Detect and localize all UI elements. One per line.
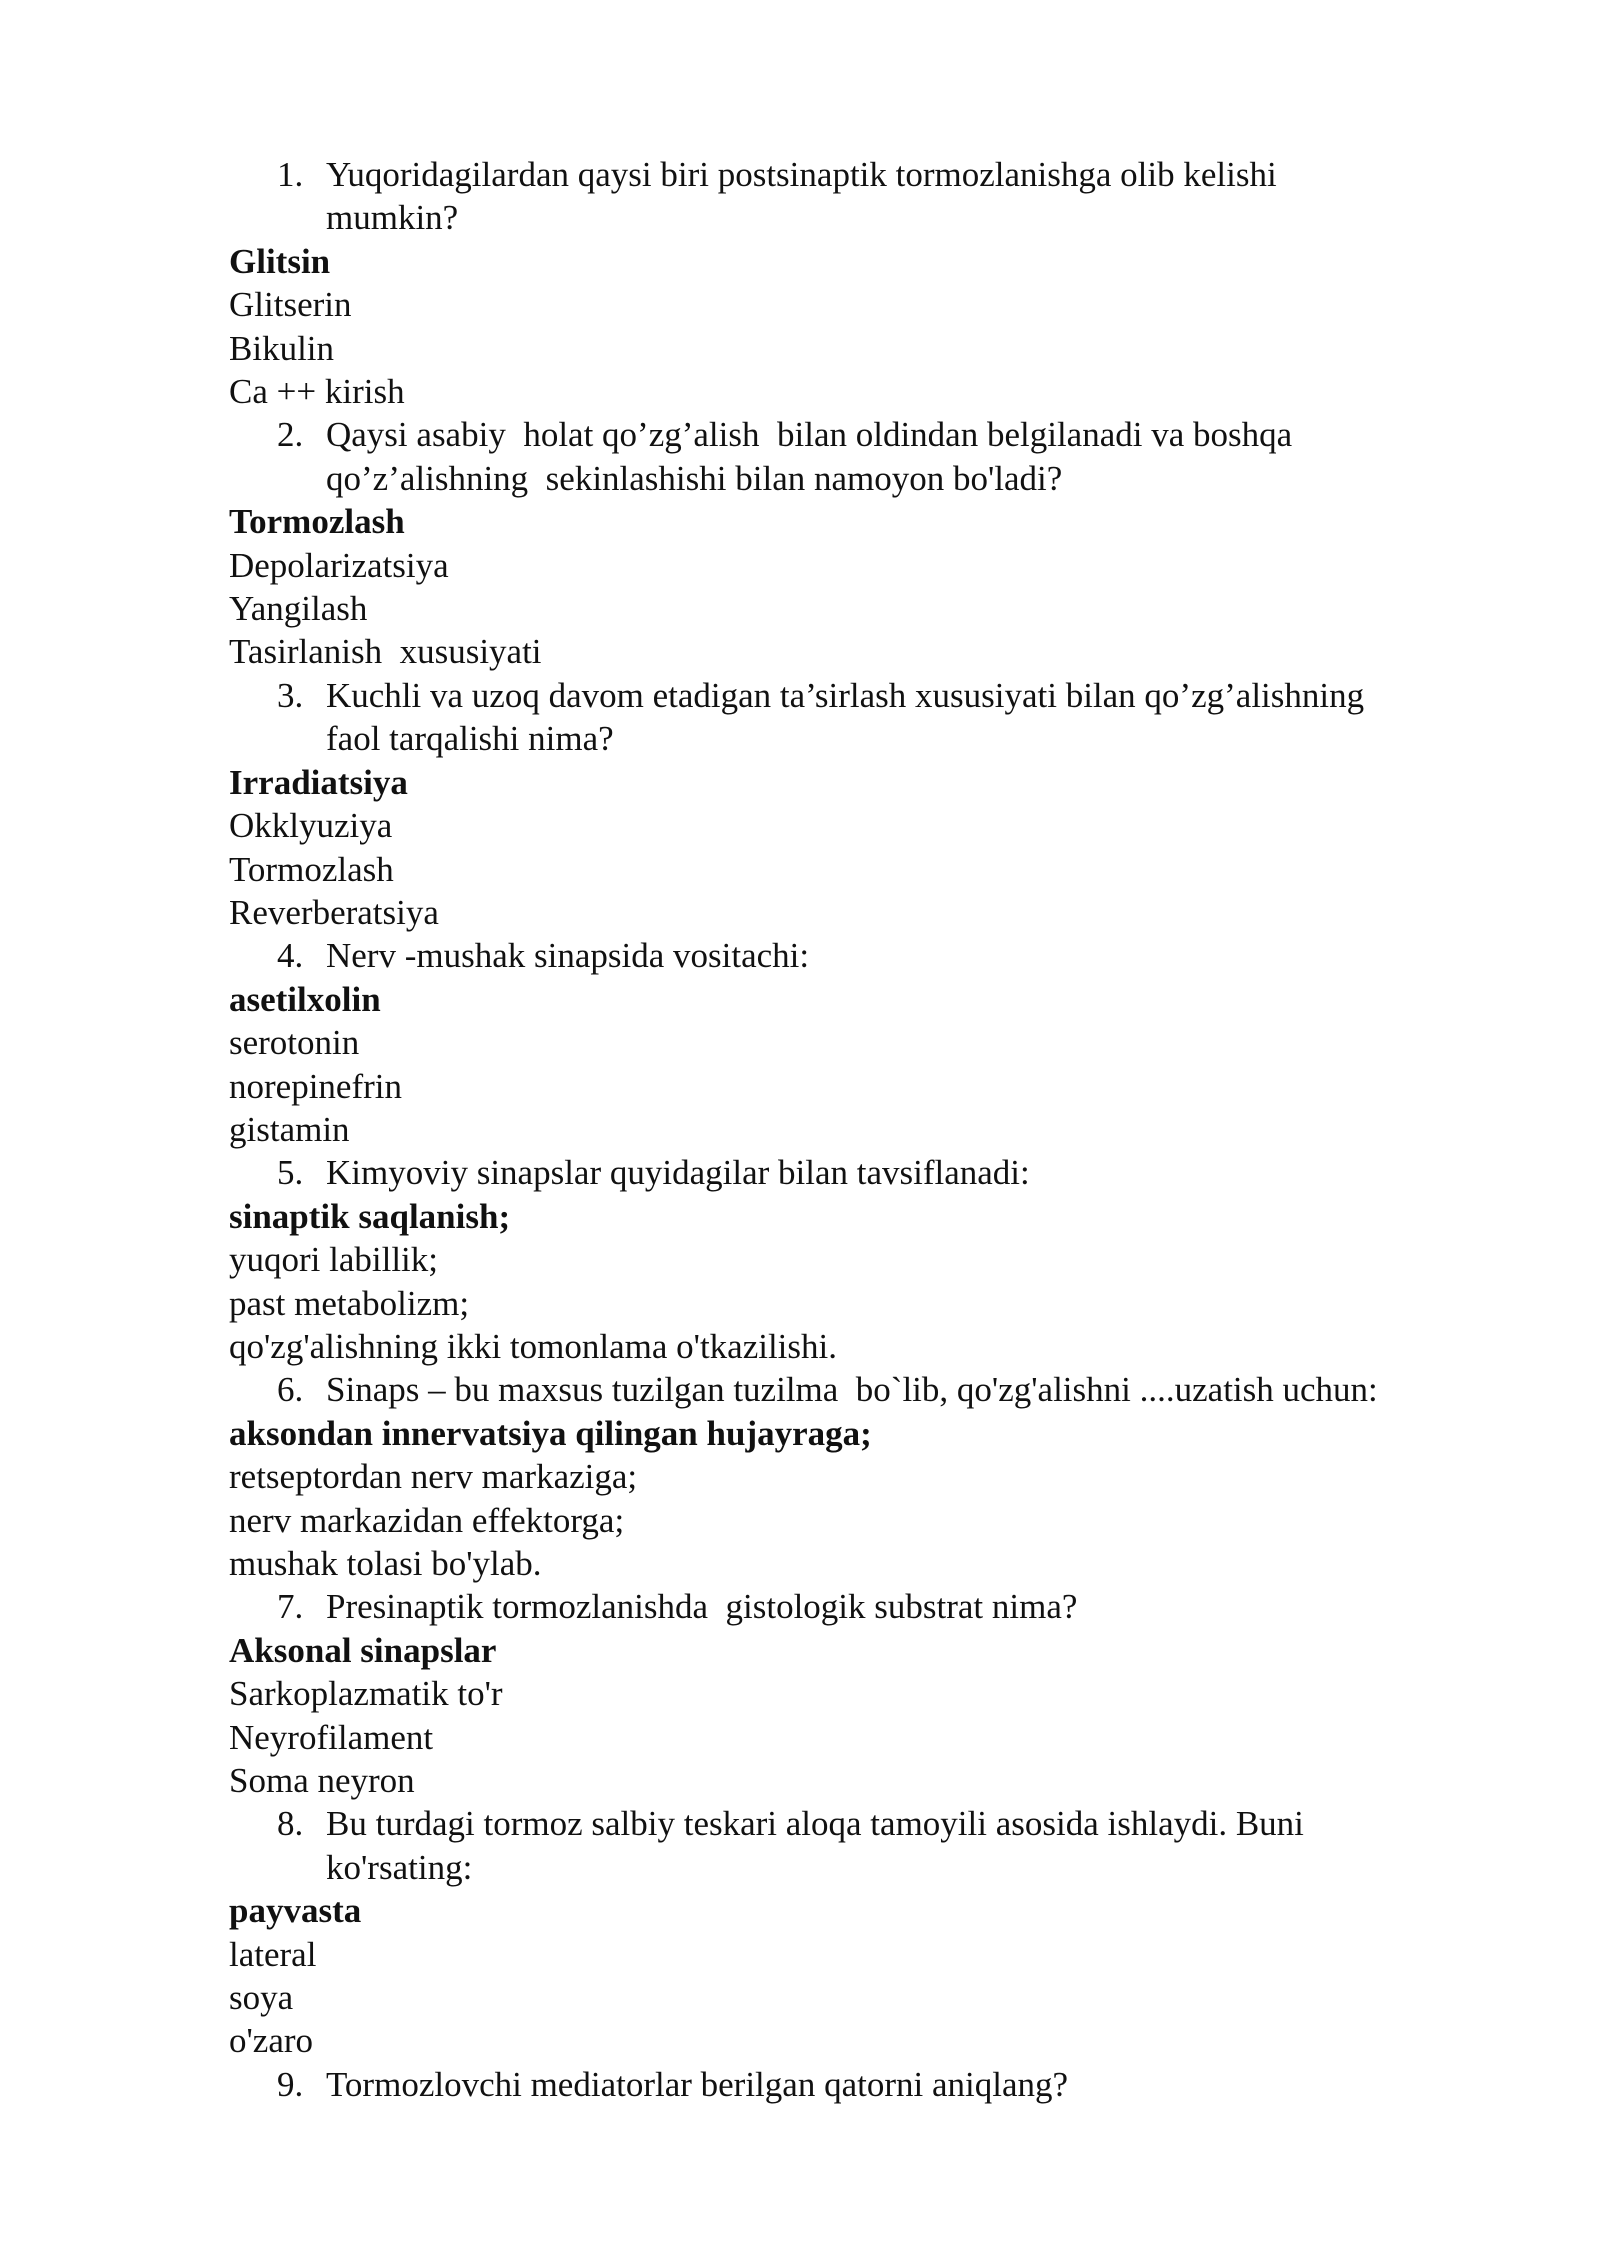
answer-option: mushak tolasi bo'ylab. <box>229 1544 542 1583</box>
answer-option-correct: asetilxolin <box>229 979 381 1019</box>
question <box>229 153 1479 240</box>
question-text-line: Nerv -mushak sinapsida vositachi: <box>326 936 810 976</box>
answer-option: lateral <box>229 1934 317 1974</box>
answer-option: nerv markazidan effektorga; <box>229 1500 625 1540</box>
question-number: 4. <box>277 936 304 976</box>
answer-option: Glitserin <box>229 285 352 325</box>
answer-option: Tasirlanish xususiyati <box>229 632 542 672</box>
answer-option: Bikulin <box>229 328 335 368</box>
answer-option-correct: aksondan innervatsiya qilingan hujayraga; <box>229 1413 872 1453</box>
question <box>229 2063 1479 2106</box>
answer-option: Depolarizatsiya <box>229 545 449 585</box>
answer-option-correct: sinaptik saqlanish; <box>229 1196 511 1236</box>
question-text-line: Tormozlovchi mediatorlar berilgan qatorni aniqlang? <box>326 2064 1069 2104</box>
question-number: 5. <box>277 1153 304 1193</box>
answer-option: qo'zg'alishning ikki tomonlama o'tkazilishi. <box>229 1326 838 1366</box>
answer-option: past metabolizm; <box>229 1283 470 1323</box>
question <box>229 674 1479 761</box>
answer-option: Tormozlash <box>229 849 394 889</box>
answer-option: o'zaro <box>229 2021 314 2061</box>
answer-option-correct: payvasta <box>229 1891 362 1931</box>
answer-option: gistamin <box>229 1109 350 1149</box>
question <box>229 1151 1479 1194</box>
question-text-line: Yuqoridagilardan qaysi biri postsinaptik tormozlanishga olib kelishi <box>326 155 1277 194</box>
question <box>229 1585 1479 1628</box>
question-number: 8. <box>277 1804 304 1844</box>
answer-option: serotonin <box>229 1023 360 1063</box>
question-text-line: ko'rsating: <box>326 1847 473 1887</box>
answer-option: soya <box>229 1978 294 2018</box>
answer-option: Okklyuziya <box>229 806 393 846</box>
question <box>229 934 1479 977</box>
answer-option-correct: Aksonal sinapslar <box>229 1630 497 1670</box>
question-text-line: mumkin? <box>326 198 459 238</box>
answer-option-correct: Tormozlash <box>229 502 405 542</box>
answer-option: Yangilash <box>229 589 368 629</box>
question-text-line: qo’z’alishning sekinlashishi bilan namoyon bo'ladi? <box>326 458 1063 498</box>
answer-option: Neyrofilament <box>229 1717 434 1757</box>
question-number: 6. <box>277 1370 304 1410</box>
question-number: 3. <box>277 675 304 715</box>
answer-option: Ca ++ kirish <box>229 372 405 412</box>
question-number: 7. <box>277 1587 304 1627</box>
answer-option: Sarkoplazmatik to'r <box>229 1674 503 1714</box>
question <box>229 413 1479 500</box>
question <box>229 1368 1479 1411</box>
question-text-line: Presinaptik tormozlanishda gistologik substrat nima? <box>326 1587 1078 1627</box>
answer-option: Soma neyron <box>229 1761 415 1801</box>
answer-option: yuqori labillik; <box>229 1240 439 1280</box>
answer-option: norepinefrin <box>229 1066 402 1106</box>
question-text-line: faol tarqalishi nima? <box>326 719 614 759</box>
question-number: 9. <box>277 2064 304 2104</box>
question-text-line: Qaysi asabiy holat qo’zg’alish bilan oldindan belgilanadi va boshqa <box>326 415 1293 455</box>
question-text-line: Kuchli va uzoq davom etadigan ta’sirlash xususiyati bilan qo’zg’alishning <box>326 675 1365 715</box>
quiz-content <box>229 153 1479 2106</box>
question-number: 2. <box>277 415 304 455</box>
answer-option-correct: Glitsin <box>229 241 331 281</box>
question-text-line: Sinaps – bu maxsus tuzilgan tuzilma bo`lib, qo'zg'alishni ....uzatish uchun: <box>326 1370 1378 1410</box>
question-text-line: Bu turdagi tormoz salbiy teskari aloqa tamoyili asosida ishlaydi. Buni <box>326 1804 1304 1844</box>
answer-option: retseptordan nerv markaziga; <box>229 1457 638 1497</box>
question <box>229 1802 1479 1889</box>
answer-option: Reverberatsiya <box>229 892 439 932</box>
question-text-line: Kimyoviy sinapslar quyidagilar bilan tavsiflanadi: <box>326 1153 1030 1193</box>
answer-option-correct: Irradiatsiya <box>229 762 408 802</box>
question-number: 1. <box>277 155 304 194</box>
